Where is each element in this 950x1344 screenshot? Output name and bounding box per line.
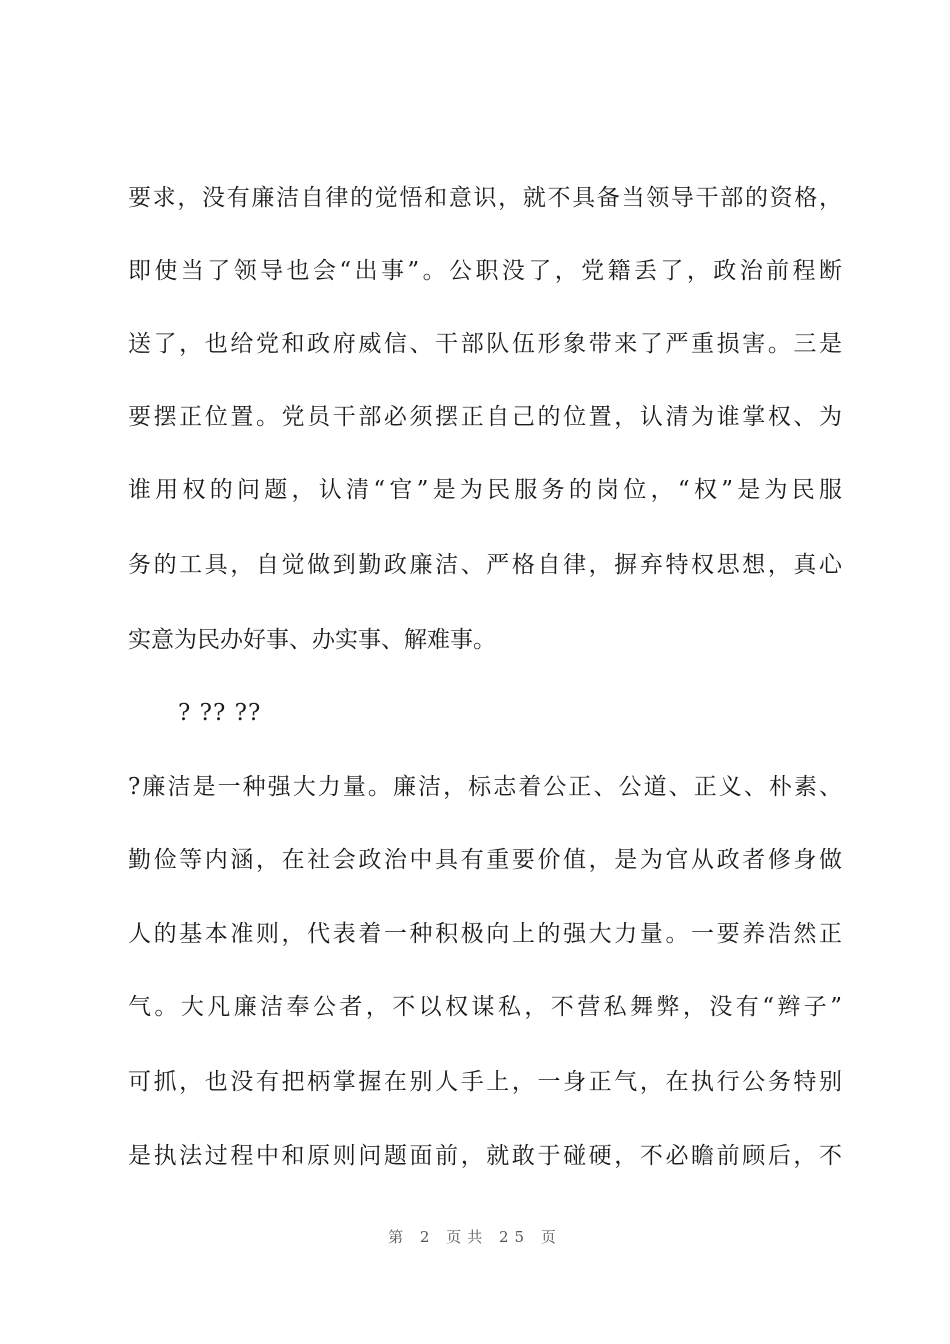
text-line-1: 要求，没有廉洁自律的觉悟和意识，就不具备当领导干部的资格， <box>128 185 842 211</box>
text-line-14: 是执法过程中和原则问题面前，就敢于碰硬，不必瞻前顾后，不 <box>128 1143 842 1169</box>
text-line-11: 人的基本准则，代表着一种积极向上的强大力量。一要养浩然正 <box>128 921 842 947</box>
text-line-12: 气。大凡廉洁奉公者，不以权谋私，不营私舞弊，没有“辫子” <box>128 994 842 1020</box>
text-line-9: ?廉洁是一种强大力量。廉洁，标志着公正、公道、正义、朴素、 <box>128 774 842 800</box>
text-line-4: 要摆正位置。党员干部必须摆正自己的位置，认清为谁掌权、为 <box>128 404 842 430</box>
text-line-13: 可抓，也没有把柄掌握在别人手上，一身正气，在执行公务特别 <box>128 1069 842 1095</box>
text-line-3: 送了，也给党和政府威信、干部队伍形象带来了严重损害。三是 <box>128 331 842 357</box>
text-line-8-garbled: ? ?? ?? <box>178 700 262 726</box>
text-line-5: 谁用权的问题，认清“官”是为民服务的岗位，“权”是为民服 <box>128 477 842 503</box>
page-number-footer: 第 2 页共 25 页 <box>388 1228 562 1246</box>
text-line-6: 务的工具，自觉做到勤政廉洁、严格自律，摒弃特权思想，真心 <box>128 552 842 578</box>
text-line-10: 勤俭等内涵，在社会政治中具有重要价值，是为官从政者修身做 <box>128 847 842 873</box>
text-line-2: 即使当了领导也会“出事”。公职没了，党籍丢了，政治前程断 <box>128 258 842 284</box>
text-line-7: 实意为民办好事、办实事、解难事。 <box>128 627 496 653</box>
